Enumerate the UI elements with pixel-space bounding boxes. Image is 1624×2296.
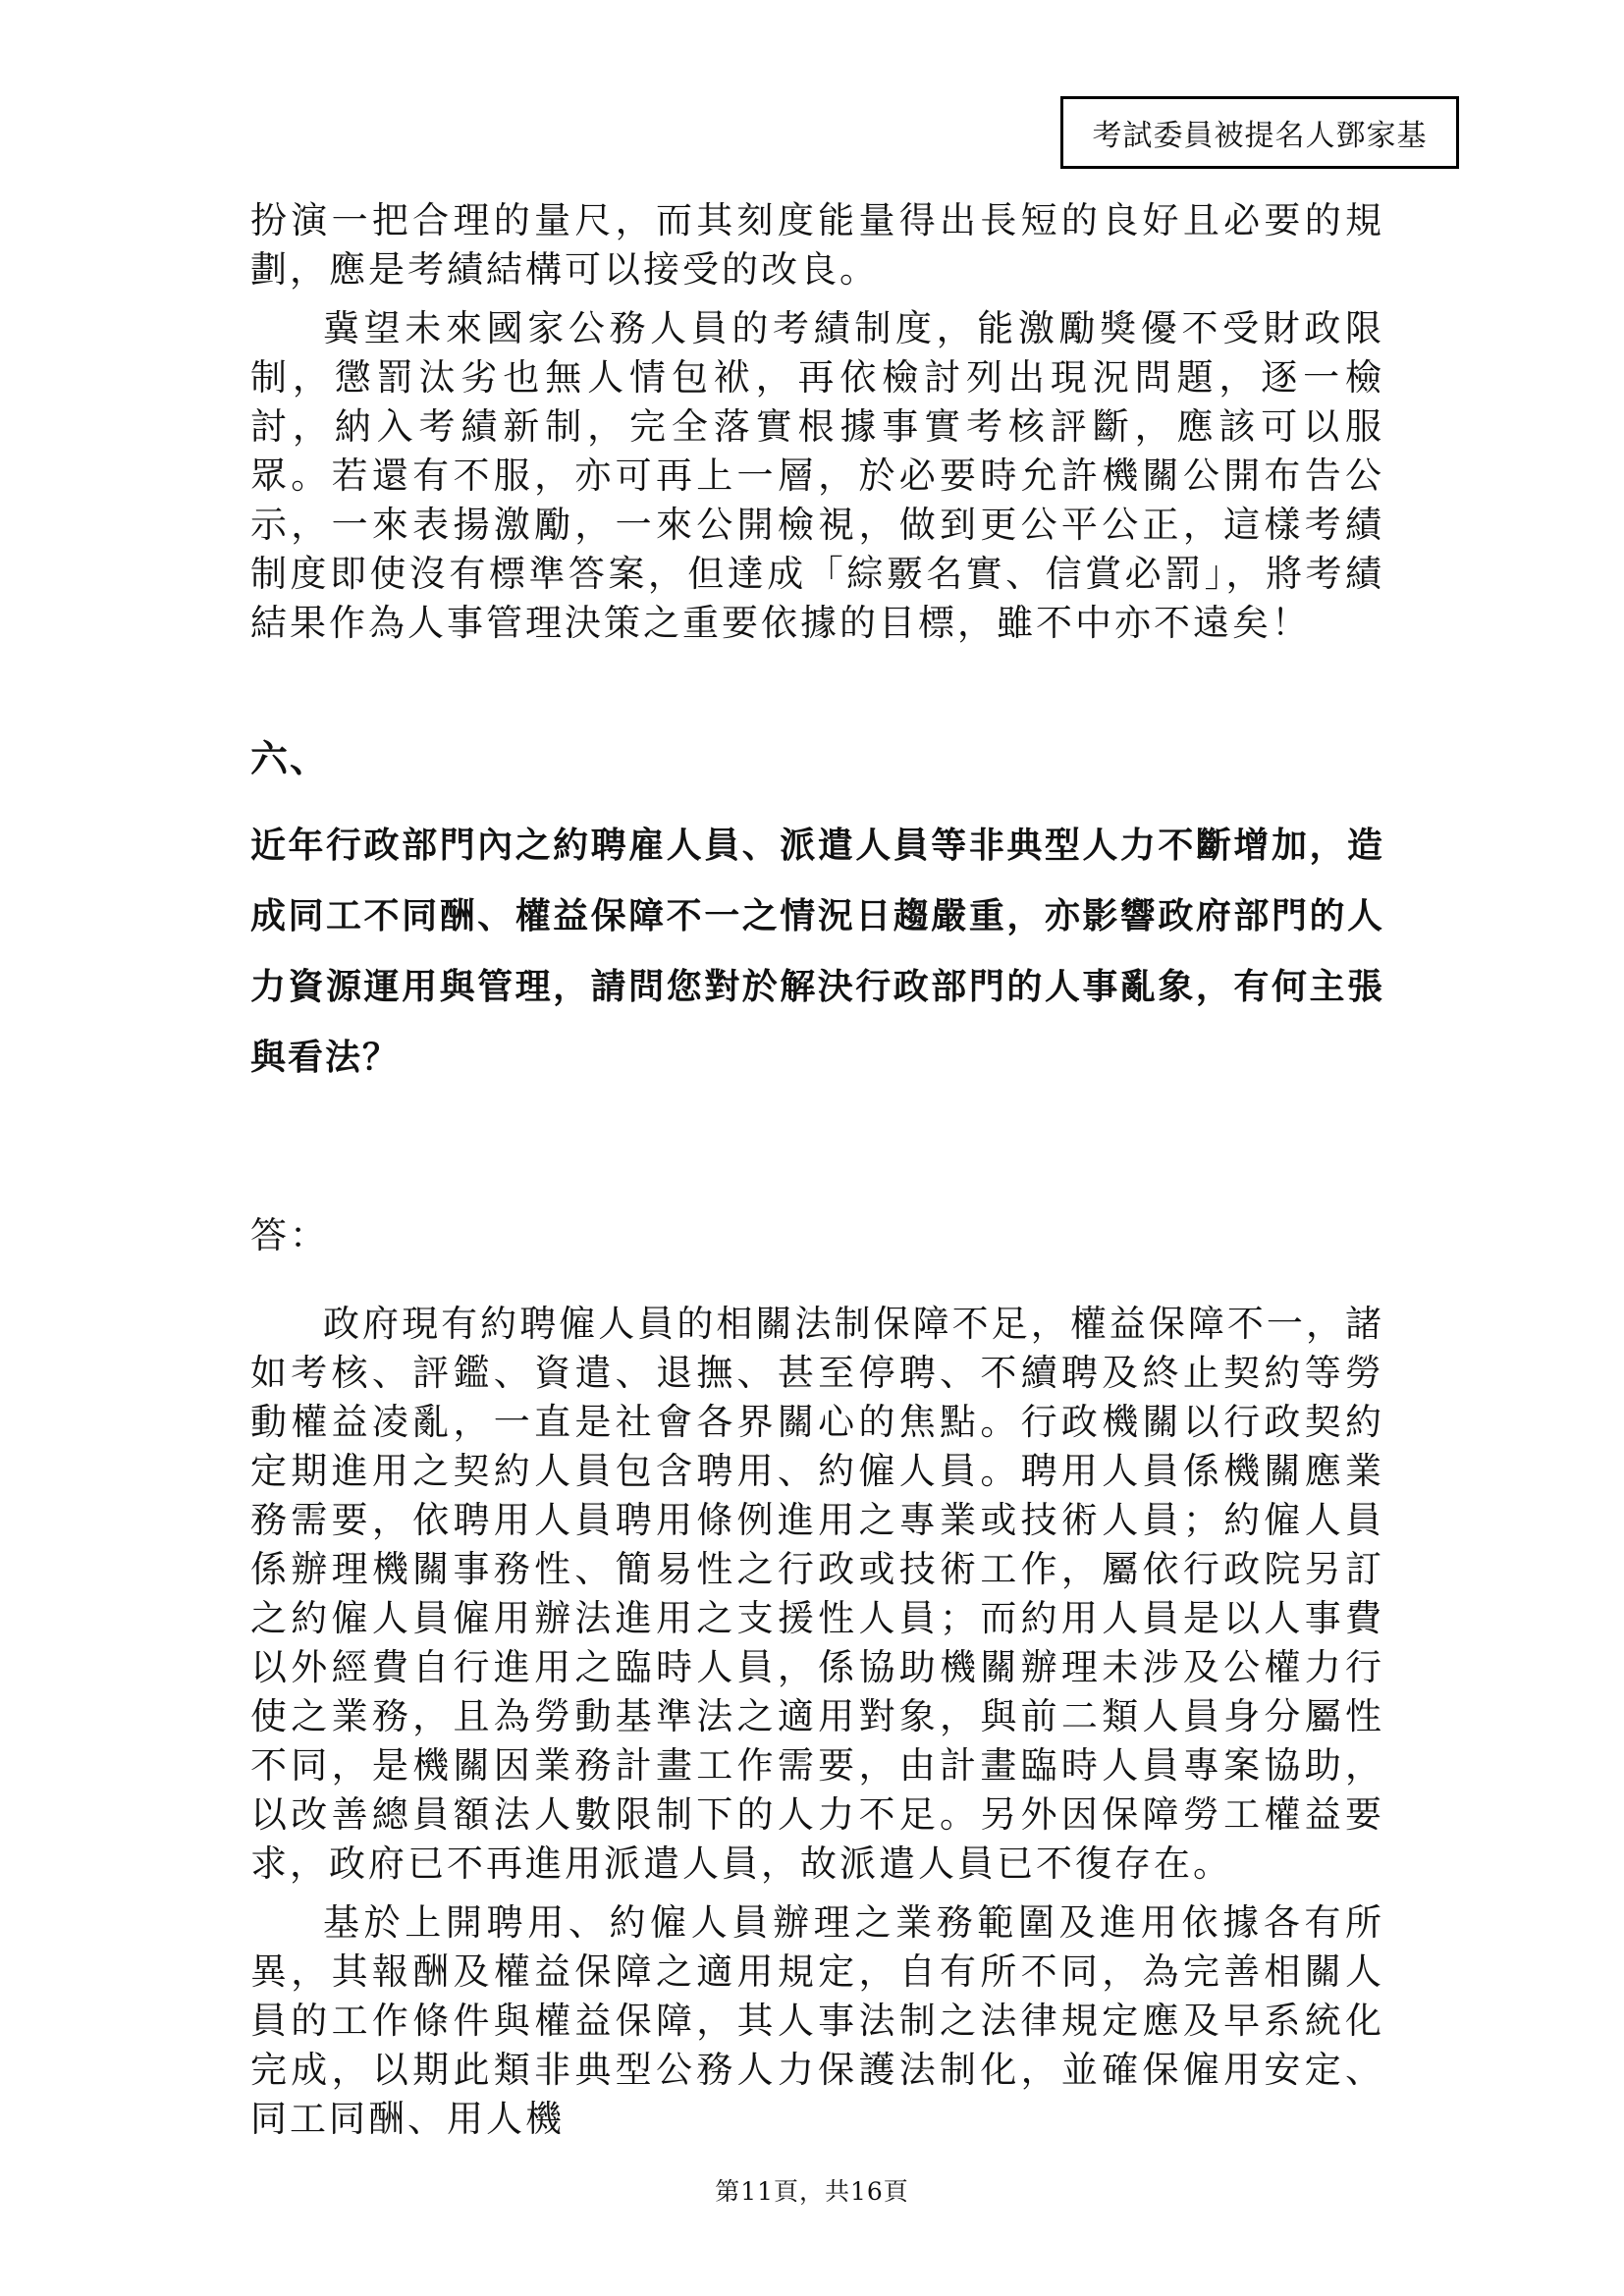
document-body bbox=[250, 196, 1384, 2154]
answer-paragraph: 政府現有約聘僱人員的相關法制保障不足，權益保障不一，諸如考核、評鑑、資遣、退撫、甚至停聘、不續聘及終止契約等勞動權益凌亂，一直是社會各界關心的焦點。行政機關以行政契約定期進用之契約人員包含聘用、約僱人員。聘用人員係機關應業務需要，依聘用人員聘用條例進用之專業或技術人員；約僱人員係辦理機關事務性、簡易性之行政或技術工作，屬依行政院另訂之約僱人員僱用辦法進用之支援性人員；而約用人員是以人事費以外經費自行進用之臨時人員，係協助機關辦理未涉及公權力行使之業務，且為勞動基準法之適用對象，與前二類人員身分屬性不同，是機關因業務計畫工作需要，由計畫臨時人員專案協助，以改善總員額法人數限制下的人力不足。另外因保障勞工權益要求，政府已不再進用派遣人員，故派遣人員已不復存在。 bbox=[250, 1303, 1384, 1885]
answer-paragraph: 基於上開聘用、約僱人員辦理之業務範圍及進用依據各有所異，其報酬及權益保障之適用規定，自有所不同，為完善相關人員的工作條件與權益保障，其人事法制之法律規定應及早系統化完成，以期此類非典型公務人力保護法制化，並確保僱用安定、同工同酬、用人機 bbox=[250, 1901, 1384, 2140]
answer-label: 答： bbox=[250, 1214, 329, 1256]
paragraph: 冀望未來國家公務人員的考績制度，能激勵獎優不受財政限制，懲罰汰劣也無人情包袱，再依檢討列出現況問題，逐一檢討，納入考績新制，完全落實根據事實考核評斷，應該可以服眾。若還有不服，亦可再上一層，於必要時允許機關公開布告公示，一來表揚激勵，一來公開檢視，做到更公平公正，這樣考績制度即使沒有標準答案，但達成「綜覈名實、信賞必罰」，將考績結果作為人事管理決策之重要依據的目標，雖不中亦不遠矣！ bbox=[250, 307, 1384, 644]
section-number: 六、 bbox=[250, 737, 330, 780]
document-header-label: 考試委員被提名人鄧家基 bbox=[1060, 96, 1459, 169]
paragraph: 扮演一把合理的量尺，而其刻度能量得出長短的良好且必要的規劃，應是考績結構可以接受的改良。 bbox=[250, 199, 1384, 291]
page-number: 第11頁，共16頁 bbox=[715, 2177, 909, 2206]
question-text: 近年行政部門內之約聘雇人員、派遣人員等非典型人力不斷增加，造成同工不同酬、權益保障不一之情況日趨嚴重，亦影響政府部門的人力資源運用與管理，請問您對於解決行政部門的人事亂象，有何主張與看法？ bbox=[250, 826, 1384, 1078]
